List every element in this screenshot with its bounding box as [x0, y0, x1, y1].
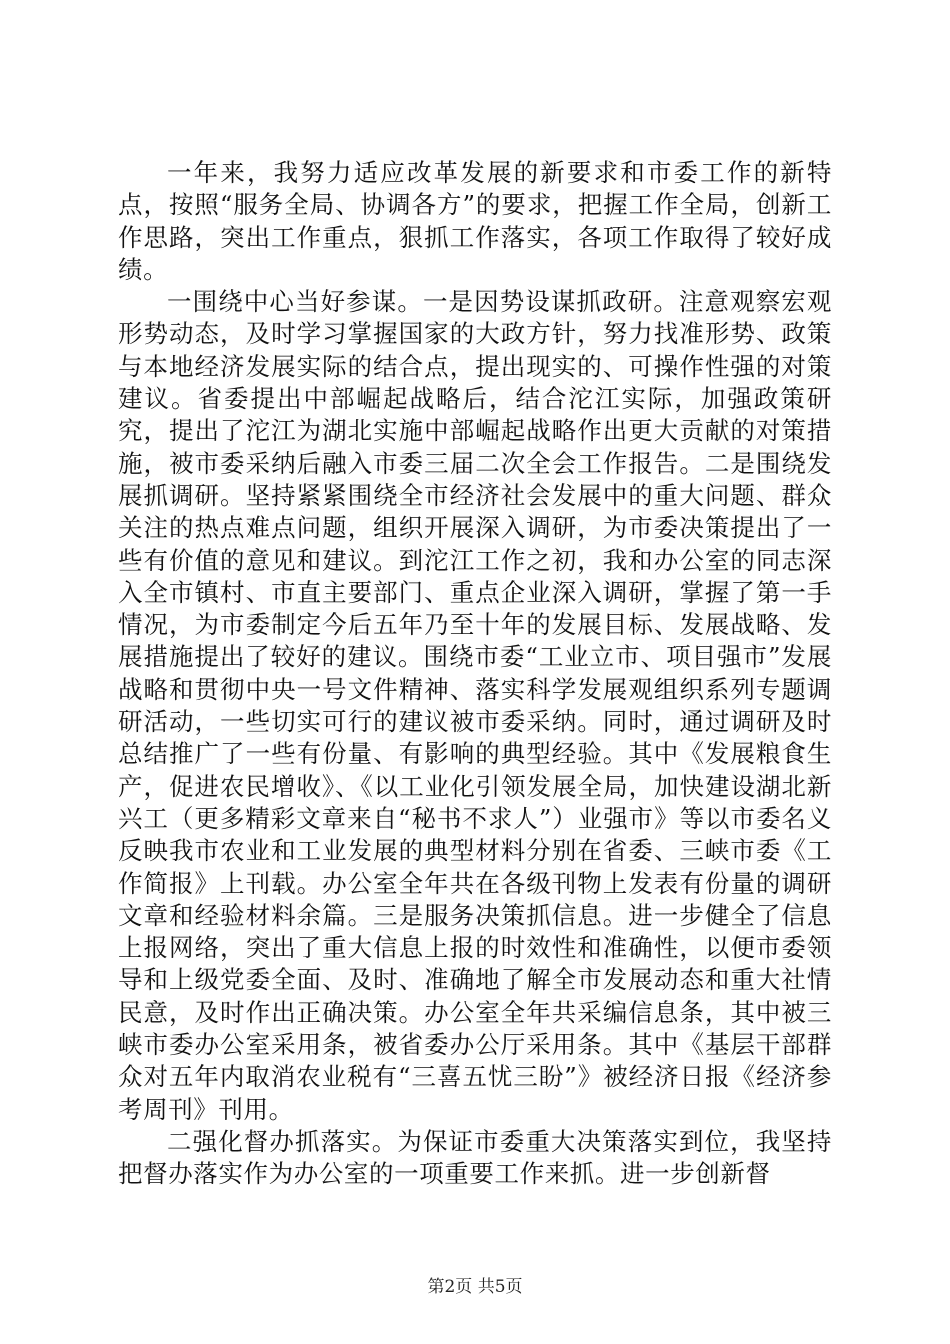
- paragraph-intro: 一年来，我努力适应改革发展的新要求和市委工作的新特点，按照“服务全局、协调各方”的要求，把握工作全局，创新工作思路，突出工作重点，狠抓工作落实，各项工作取得了较好成绩。: [118, 158, 832, 284]
- page-number-footer: 第2页 共5页: [427, 1277, 523, 1297]
- document-body: [118, 157, 832, 1191]
- paragraph-section-two: 二强化督办抓落实。为保证市委重大决策落实到位，我坚持把督办落实作为办公室的一项重要工作来抓。进一步创新督: [118, 1126, 832, 1189]
- paragraph-section-one: 一围绕中心当好参谋。一是因势设谋抓政研。注意观察宏观形势动态，及时学习掌握国家的大政方针，努力找准形势、政策与本地经济发展实际的结合点，提出现实的、可操作性强的对策建议。省委提出中部崛起战略后，结合沱江实际，加强政策研究，提出了沱江为湖北实施中部崛起战略作出更大贡献的对策措施，被市委采纳后融入市委三届二次全会工作报告。二是围绕发展抓调研。坚持紧紧围绕全市经济社会发展中的重大问题、群众关注的热点难点问题，组织开展深入调研，为市委决策提出了一些有价值的意见和建议。到沱江工作之初，我和办公室的同志深入全市镇村、市直主要部门、重点企业深入调研，掌握了第一手情况，为市委制定今后五年乃至十年的发展目标、发展战略、发展措施提出了较好的建议。围绕市委“工业立市、项目强市”发展战略和贯彻中央一号文件精神、落实科学发展观组织系列专题调研活动，一些切实可行的建议被市委采纳。同时，通过调研及时总结推广了一些有份量、有影响的典型经验。其中《发展粮食生产，促进农民增收》、《以工业化引领发展全局，加快建设湖北新兴工（更多精彩文章来自“秘书不求人”）业强市》等以市委名义反映我市农业和工业发展的典型材料分别在省委、三峡市委《工作简报》上刊载。办公室全年共在各级刊物上发表有份量的调研文章和经验材料余篇。三是服务决策抓信息。进一步健全了信息上报网络，突出了重大信息上报的时效性和准确性，以便市委领导和上级党委全面、及时、准确地了解全市发展动态和重大社情民意，及时作出正确决策。办公室全年共采编信息条，其中被三峡市委办公室采用条，被省委办公厅采用条。其中《基层干部群众对五年内取消农业税有“三喜五忧三盼”》被经济日报《经济参考周刊》刊用。: [118, 287, 832, 1124]
